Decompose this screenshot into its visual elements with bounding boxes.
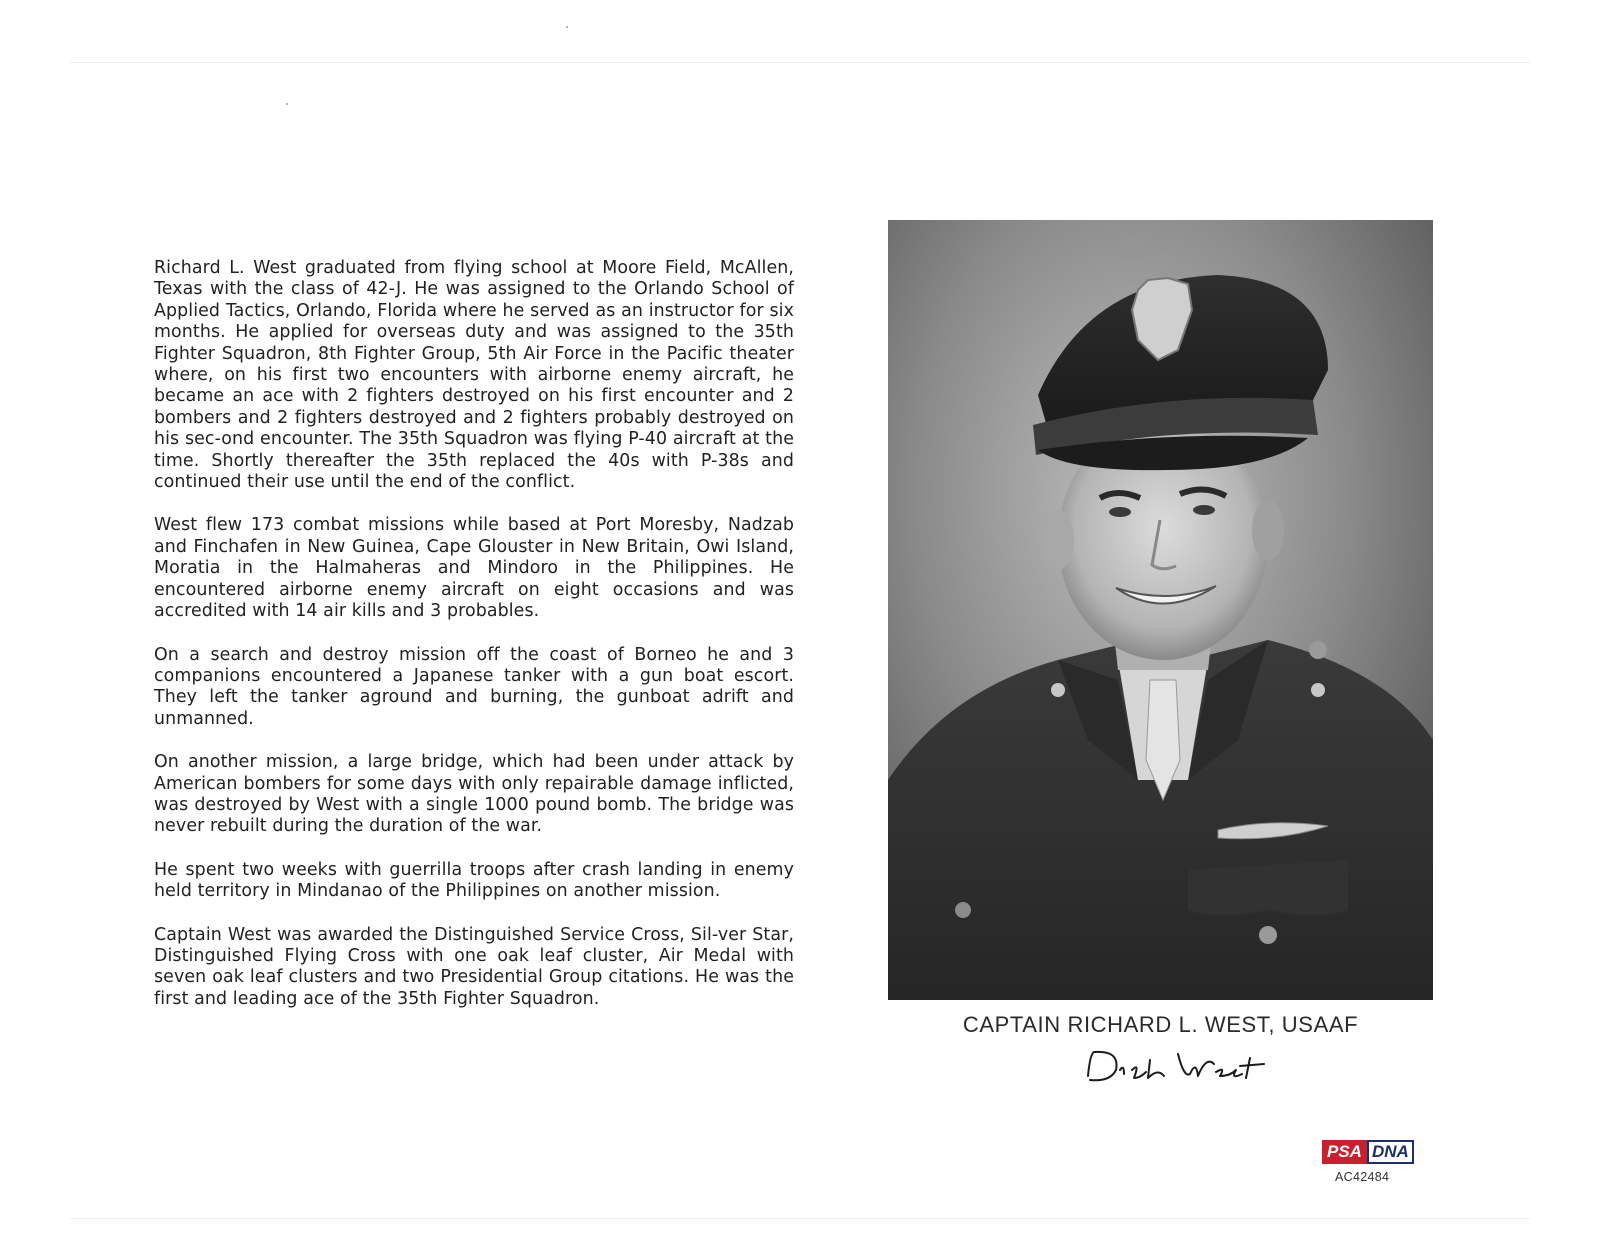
signature [1080, 1040, 1280, 1090]
bio-paragraph-5: He spent two weeks with guerrilla troops after crash landing in enemy held territory in Mindanao of the Philippines on another mission. [154, 859, 794, 902]
psa-logo-text: PSA [1322, 1140, 1367, 1164]
paper-speck [286, 103, 288, 105]
bio-paragraph-4: On another mission, a large bridge, which had been under attack by American bombers for some days with only repairable damage inflicted, was destroyed by West with a single 1000 pound bomb. The bridge was never rebuilt during the duration of the war. [154, 752, 794, 837]
paper-speck [566, 26, 568, 28]
biography-text [154, 258, 794, 1032]
authentication-logo [1322, 1140, 1414, 1164]
sheet-bottom-edge [70, 1218, 1530, 1219]
bio-paragraph-2: West flew 173 combat missions while based at Port Moresby, Nadzab and Finchafen in New Guinea, Cape Glouster in New Britain, Owi Island, Moratia in the Halmaheras and Mindoro in the Philippines. He encountered airborne enemy aircraft on eight occasions and was accredited with 14 air kills and 3 probables. [154, 515, 794, 622]
bio-paragraph-6: Captain West was awarded the Distinguished Service Cross, Sil-ver Star, Distinguished Flying Cross with one oak leaf cluster, Air Medal with seven oak leaf clusters and two Presidential Group citations. He was the first and leading ace of the 35th Fighter Squadron. [154, 924, 794, 1009]
certificate-number: AC42484 [1335, 1170, 1390, 1184]
dna-logo-text: DNA [1367, 1140, 1414, 1164]
portrait-photo [888, 220, 1433, 1000]
bio-paragraph-1: Richard L. West graduated from flying school at Moore Field, McAllen, Texas with the class of 42-J. He was assigned to the Orlando School of Applied Tactics, Orlando, Florida where he served as an instructor for six months. He applied for overseas duty and was assigned to the 35th Fighter Squadron, 8th Fighter Group, 5th Air Force in the Pacific theater where, on his first two encounters with airborne enemy aircraft, he became an ace with 2 fighters destroyed on his first encounter and 2 bombers and 2 fighters destroyed and 2 fighters probably destroyed on his sec-ond encounter. The 35th Squadron was flying P-40 aircraft at the time. Shortly thereafter the 35th replaced the 40s with P-38s and continued their use until the end of the conflict. [154, 258, 794, 493]
photo-caption: CAPTAIN RICHARD L. WEST, USAAF [962, 1012, 1359, 1037]
portrait-illustration [888, 220, 1433, 1000]
sheet-top-edge [70, 62, 1530, 63]
bio-paragraph-3: On a search and destroy mission off the coast of Borneo he and 3 companions encountered a Japanese tanker with a gun boat escort. They left the tanker aground and burning, the gunboat adrift and unmanned. [154, 644, 794, 729]
